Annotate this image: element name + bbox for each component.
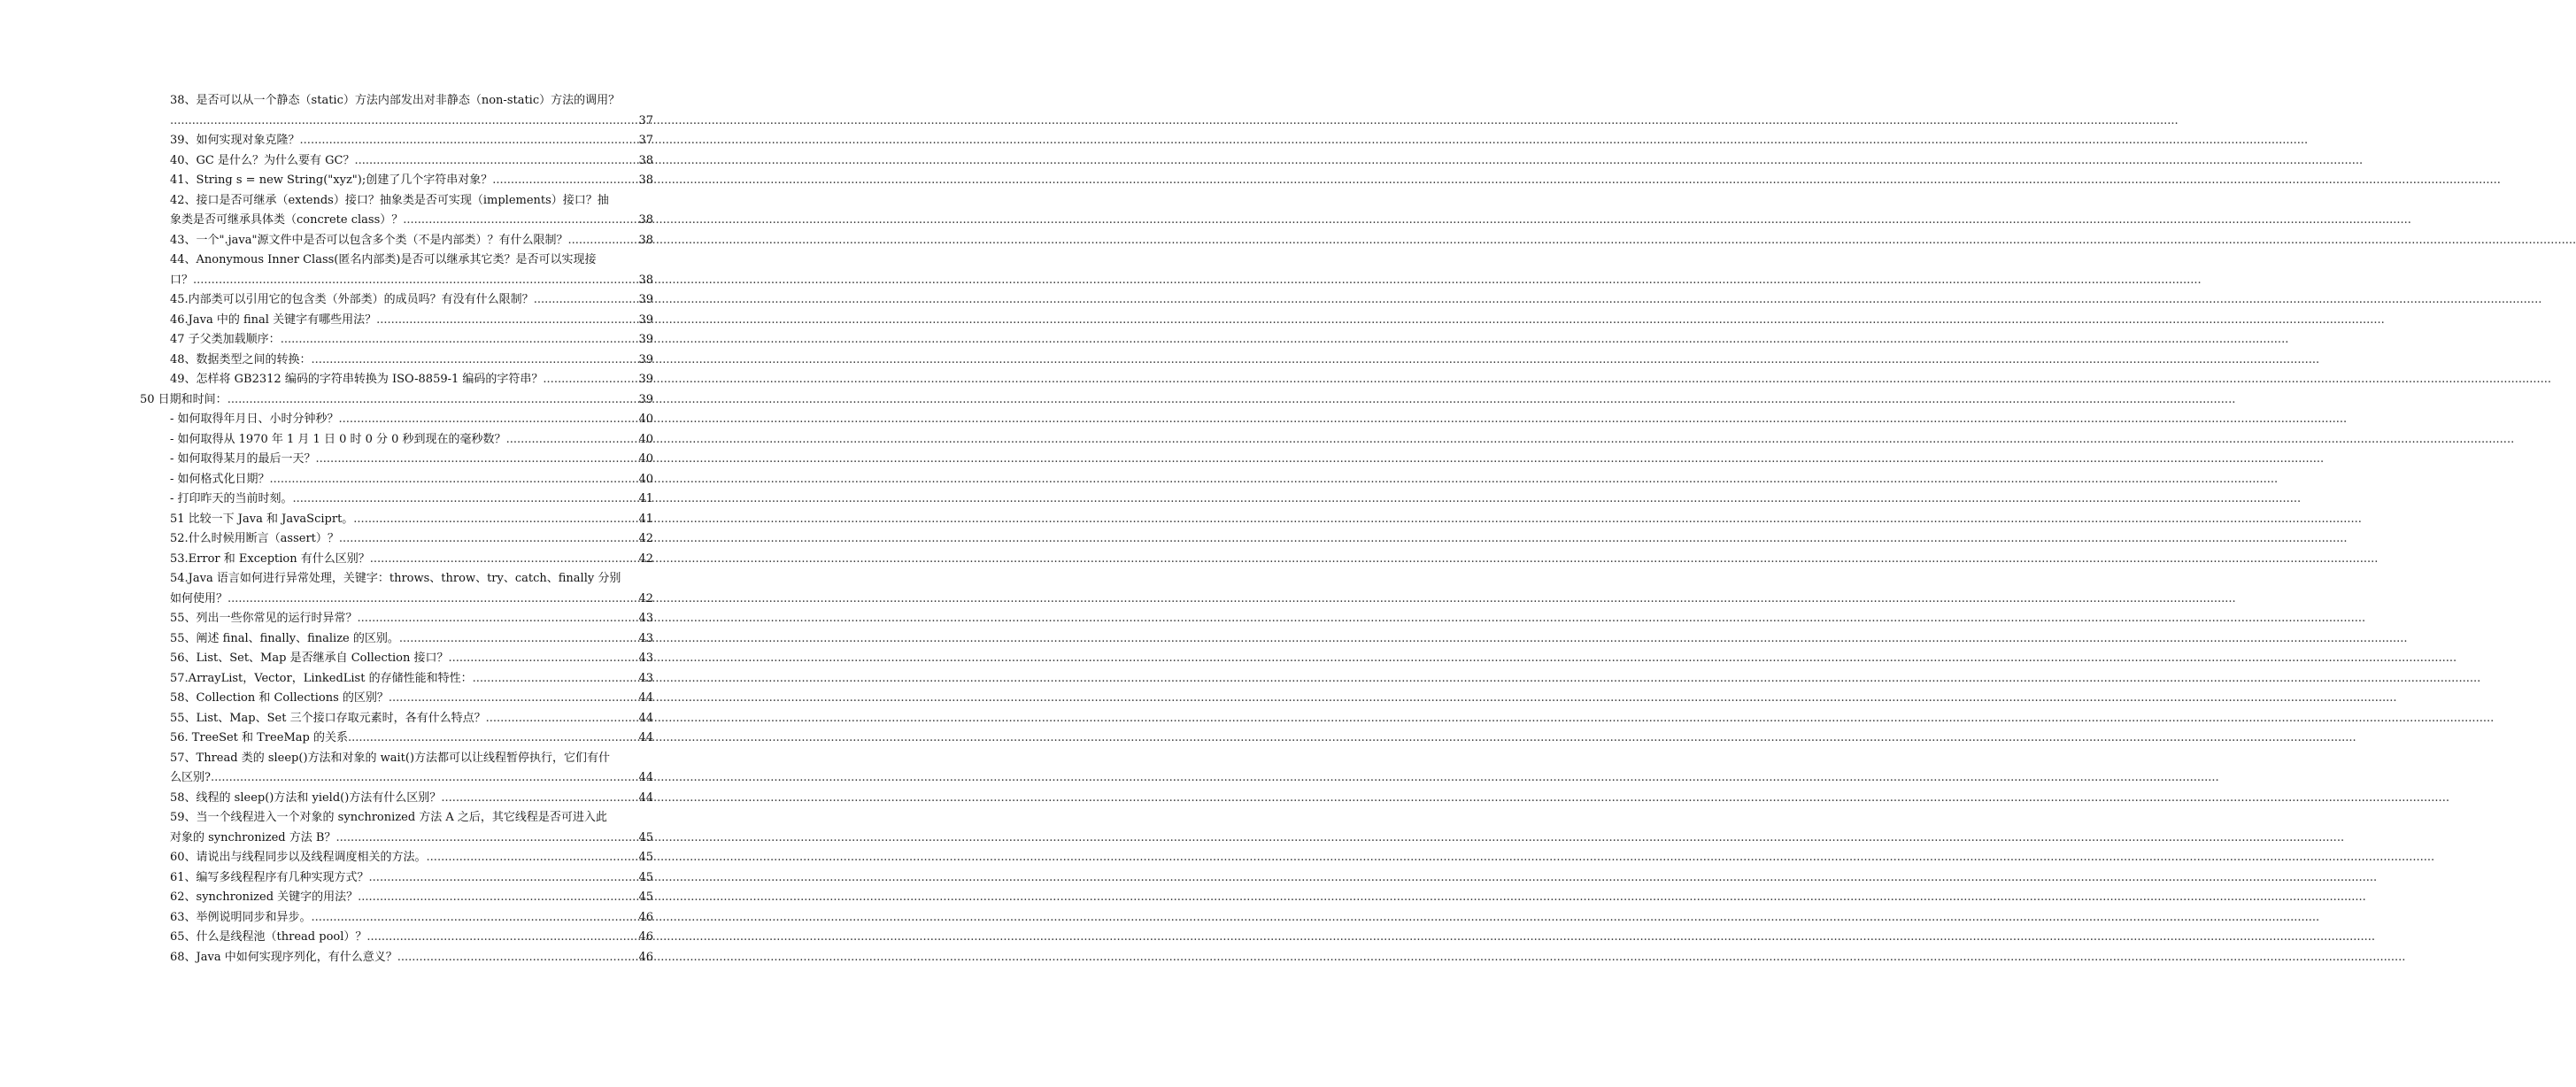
dot-leader bbox=[358, 888, 637, 908]
dot-leader bbox=[427, 848, 638, 868]
toc-entry[interactable] bbox=[140, 888, 653, 908]
toc-page-number: 38 bbox=[638, 213, 653, 227]
toc-entry[interactable] bbox=[140, 351, 653, 371]
toc-entry-title: 51 比较一下 Java 和 JavaSciprt。 bbox=[170, 512, 354, 526]
toc-entry[interactable] bbox=[140, 430, 653, 451]
toc-entry-title: 57、Thread 类的 sleep()方法和对象的 wait()方法都可以让线程暂停执行，它们有什 bbox=[170, 751, 611, 765]
toc-entry-title: 44、Anonymous Inner Class(匿名内部类)是否可以继承其它类？是否可以实现接 bbox=[170, 253, 597, 266]
toc-page-number: 40 bbox=[638, 452, 653, 466]
dot-leader bbox=[358, 609, 638, 629]
toc-entry-title: - 如何取得某月的最后一天？ bbox=[170, 452, 316, 466]
toc-page-number: 38 bbox=[638, 273, 653, 287]
toc-entry-title: 48、数据类型之间的转换： bbox=[170, 352, 312, 366]
toc-entry-title: 55、List、Map、Set 三个接口存取元素时，各有什么特点？ bbox=[170, 711, 486, 725]
dot-leader bbox=[492, 171, 637, 191]
toc-entry[interactable] bbox=[140, 669, 653, 690]
toc-entry-title-continued: 口？ bbox=[170, 273, 194, 287]
toc-entry[interactable] bbox=[140, 410, 653, 430]
toc-entry-title: - 打印昨天的当前时刻。 bbox=[170, 492, 293, 505]
dot-leader bbox=[281, 330, 638, 351]
toc-page-number: 43 bbox=[638, 651, 653, 665]
toc-entry[interactable] bbox=[140, 311, 653, 331]
toc-entry-title: 50 日期和时间： bbox=[140, 392, 228, 406]
toc-entry-title: 38、是否可以从一个静态（static）方法内部发出对非静态（non-static）方法的调用？ bbox=[170, 94, 621, 107]
toc-page-number: 40 bbox=[638, 472, 653, 486]
toc-page-number: 44 bbox=[638, 691, 653, 705]
toc-entry[interactable] bbox=[140, 948, 653, 968]
toc-entry-title: 58、线程的 sleep()方法和 yield()方法有什么区别？ bbox=[170, 790, 442, 805]
toc-page-number: 39 bbox=[638, 352, 653, 366]
toc-page-number: 37 bbox=[638, 113, 653, 127]
toc-entry-title: 45.内部类可以引用它的包含类（外部类）的成员吗？有没有什么限制？ bbox=[170, 293, 534, 306]
toc-page-number: 43 bbox=[638, 671, 653, 685]
toc-entry-title: 54.Java 语言如何进行异常处理，关键字：throws、throw、try、catch、finally 分别 bbox=[170, 572, 621, 585]
toc-page-number: 45 bbox=[638, 890, 653, 904]
toc-entry-title: 55、阐述 final、finally、finalize 的区别。 bbox=[170, 631, 399, 645]
toc-entry[interactable] bbox=[140, 649, 653, 669]
dot-leader bbox=[370, 550, 638, 570]
dot-leader bbox=[403, 211, 637, 231]
toc-entry-title: - 如何格式化日期？ bbox=[170, 472, 270, 486]
toc-page-number: 39 bbox=[638, 312, 653, 327]
toc-page-number: 42 bbox=[638, 551, 653, 566]
toc-entry[interactable] bbox=[140, 91, 653, 131]
dot-leader bbox=[568, 231, 638, 251]
toc-entry[interactable] bbox=[140, 510, 653, 530]
dot-leader bbox=[448, 649, 637, 669]
dot-leader bbox=[270, 470, 638, 490]
toc-page-number: 40 bbox=[638, 412, 653, 426]
dot-leader bbox=[397, 948, 638, 968]
toc-page-number: 38 bbox=[638, 153, 653, 167]
toc-entry-title-continued: 对象的 synchronized 方法 B？ bbox=[170, 830, 336, 844]
toc-entry-title: 63、举例说明同步和异步。 bbox=[170, 910, 312, 924]
toc-entry-title: 55、列出一些你常见的运行时异常？ bbox=[170, 612, 358, 625]
toc-page-number: 38 bbox=[638, 233, 653, 247]
dot-leader bbox=[534, 290, 638, 311]
toc-entry-title: 42、接口是否可继承（extends）接口？抽象类是否可实现（implements）接口？抽 bbox=[170, 193, 609, 207]
toc-entry[interactable] bbox=[140, 191, 653, 231]
toc-entry-title: 65、什么是线程池（thread pool）？ bbox=[170, 930, 367, 944]
toc-entry[interactable] bbox=[140, 749, 653, 789]
toc-entry[interactable] bbox=[140, 131, 653, 151]
toc-entry[interactable] bbox=[140, 868, 653, 889]
toc-entry[interactable] bbox=[140, 290, 653, 311]
toc-entry-title: 56. TreeSet 和 TreeMap 的关系 bbox=[170, 731, 348, 744]
toc-page-number: 46 bbox=[638, 910, 653, 924]
toc-entry-title: 47 子父类加载顺序： bbox=[170, 333, 281, 346]
toc-entry-title: 40、GC 是什么？为什么要有 GC？ bbox=[170, 153, 355, 167]
toc-entry[interactable] bbox=[140, 490, 653, 510]
dot-leader bbox=[543, 370, 637, 390]
toc-page-number: 44 bbox=[638, 711, 653, 725]
toc-entry-title: 61、编写多线程程序有几种实现方式？ bbox=[170, 870, 369, 884]
toc-page-number: 45 bbox=[638, 830, 653, 844]
dot-leader bbox=[211, 768, 637, 789]
toc-page-number: 46 bbox=[638, 950, 653, 964]
toc-entry-title: 68、Java 中如何实现序列化，有什么意义？ bbox=[170, 950, 397, 964]
dot-leader bbox=[399, 629, 638, 650]
toc-page-number: 39 bbox=[638, 293, 653, 306]
toc-entry-title-continued: 如何使用？ bbox=[170, 591, 228, 605]
dot-leader bbox=[312, 351, 638, 371]
toc-entry[interactable] bbox=[140, 848, 653, 868]
dot-leader bbox=[293, 490, 638, 510]
toc-entry-title: 62、synchronized 关键字的用法？ bbox=[170, 890, 359, 904]
toc-page-number: 45 bbox=[638, 851, 653, 864]
toc-entry[interactable] bbox=[140, 529, 653, 550]
toc-entry-title: - 如何取得年月日、小时分钟秒？ bbox=[170, 412, 339, 426]
dot-leader bbox=[339, 529, 638, 550]
dot-leader bbox=[228, 590, 637, 610]
dot-leader bbox=[193, 271, 637, 291]
dot-leader bbox=[376, 311, 637, 331]
toc-page-number: 41 bbox=[638, 492, 653, 505]
dot-leader bbox=[353, 510, 637, 530]
toc-entry[interactable] bbox=[140, 928, 653, 948]
toc-entry-title: 58、Collection 和 Collections 的区别？ bbox=[170, 691, 389, 705]
toc-page-number: 39 bbox=[638, 333, 653, 346]
dot-leader bbox=[486, 709, 638, 729]
toc-page-number: 43 bbox=[638, 612, 653, 625]
toc-entry-title: 53.Error 和 Exception 有什么区别？ bbox=[170, 551, 370, 566]
toc-page-number: 39 bbox=[638, 392, 653, 406]
toc-page-number: 39 bbox=[638, 373, 653, 386]
toc-entry[interactable] bbox=[140, 171, 653, 191]
dot-leader bbox=[506, 430, 638, 451]
dot-leader bbox=[228, 390, 638, 411]
dot-leader bbox=[316, 450, 638, 470]
toc-entry[interactable] bbox=[140, 689, 653, 709]
toc-entry[interactable] bbox=[140, 151, 653, 172]
toc-entry-title: 41、String s = new String("xyz");创建了几个字符串对象？ bbox=[170, 173, 493, 187]
dot-leader bbox=[300, 131, 638, 151]
toc-entry-title: 43、一个".java"源文件中是否可以包含多个类（不是内部类）？有什么限制？ bbox=[170, 233, 568, 247]
dot-leader bbox=[335, 829, 637, 849]
toc-page-number: 42 bbox=[638, 591, 653, 605]
toc-entry-title: - 如何取得从 1970 年 1 月 1 日 0 时 0 分 0 秒到现在的毫秒数？ bbox=[170, 432, 506, 446]
toc-page-number: 45 bbox=[638, 870, 653, 884]
toc-page-number: 44 bbox=[638, 731, 653, 744]
dot-leader bbox=[354, 151, 637, 172]
toc-page-number: 44 bbox=[638, 790, 653, 805]
toc-entry[interactable] bbox=[140, 231, 653, 251]
toc-page-number: 46 bbox=[638, 930, 653, 944]
toc-entry[interactable] bbox=[140, 808, 653, 848]
dot-leader bbox=[441, 789, 637, 809]
toc-entry-title: 57.ArrayList，Vector，LinkedList 的存储性能和特性： bbox=[170, 671, 473, 685]
toc-entry-title-continued: 么区别? bbox=[170, 771, 211, 784]
toc-entry-title: 49、怎样将 GB2312 编码的字符串转换为 ISO-8859-1 编码的字符串？ bbox=[170, 373, 544, 386]
toc-entry[interactable] bbox=[140, 729, 653, 749]
toc-entry[interactable] bbox=[140, 251, 653, 290]
toc-page-number: 42 bbox=[638, 532, 653, 545]
dot-leader bbox=[339, 410, 638, 430]
toc-entry-title: 59、当一个线程进入一个对象的 synchronized 方法 A 之后，其它线程是否可进入此 bbox=[170, 811, 607, 824]
toc-entry-title: 46.Java 中的 final 关键字有哪些用法？ bbox=[170, 312, 377, 327]
dot-leader bbox=[369, 868, 638, 889]
dot-leader bbox=[389, 689, 638, 709]
dot-leader bbox=[366, 928, 637, 948]
toc-entry[interactable] bbox=[140, 450, 653, 470]
toc-entry-title-continued: 象类是否可继承具体类（concrete class）？ bbox=[170, 213, 404, 227]
toc-page-number: 38 bbox=[638, 173, 653, 187]
dot-leader bbox=[170, 112, 637, 132]
table-of-contents bbox=[140, 91, 653, 968]
toc-entry[interactable] bbox=[140, 569, 653, 609]
toc-entry-title: 39、如何实现对象克隆？ bbox=[170, 134, 300, 147]
toc-entry[interactable] bbox=[140, 789, 653, 809]
dot-leader bbox=[312, 908, 638, 929]
dot-leader bbox=[473, 669, 638, 690]
toc-entry[interactable] bbox=[140, 330, 653, 351]
toc-page-number: 43 bbox=[638, 631, 653, 645]
toc-entry[interactable] bbox=[140, 390, 653, 411]
toc-page-number: 40 bbox=[638, 432, 653, 446]
toc-page-number: 37 bbox=[638, 134, 653, 147]
toc-entry[interactable] bbox=[140, 370, 653, 390]
toc-entry[interactable] bbox=[140, 709, 653, 729]
toc-entry-title: 56、List、Set、Map 是否继承自 Collection 接口？ bbox=[170, 651, 449, 665]
toc-page-number: 44 bbox=[638, 771, 653, 784]
toc-entry[interactable] bbox=[140, 550, 653, 570]
toc-entry[interactable] bbox=[140, 609, 653, 629]
toc-entry[interactable] bbox=[140, 629, 653, 650]
toc-entry[interactable] bbox=[140, 908, 653, 929]
dot-leader bbox=[348, 729, 637, 749]
toc-page-number: 41 bbox=[638, 512, 653, 526]
toc-entry-title: 60、请说出与线程同步以及线程调度相关的方法。 bbox=[170, 851, 427, 864]
toc-entry-title: 52.什么时候用断言（assert）？ bbox=[170, 532, 339, 545]
toc-entry[interactable] bbox=[140, 470, 653, 490]
